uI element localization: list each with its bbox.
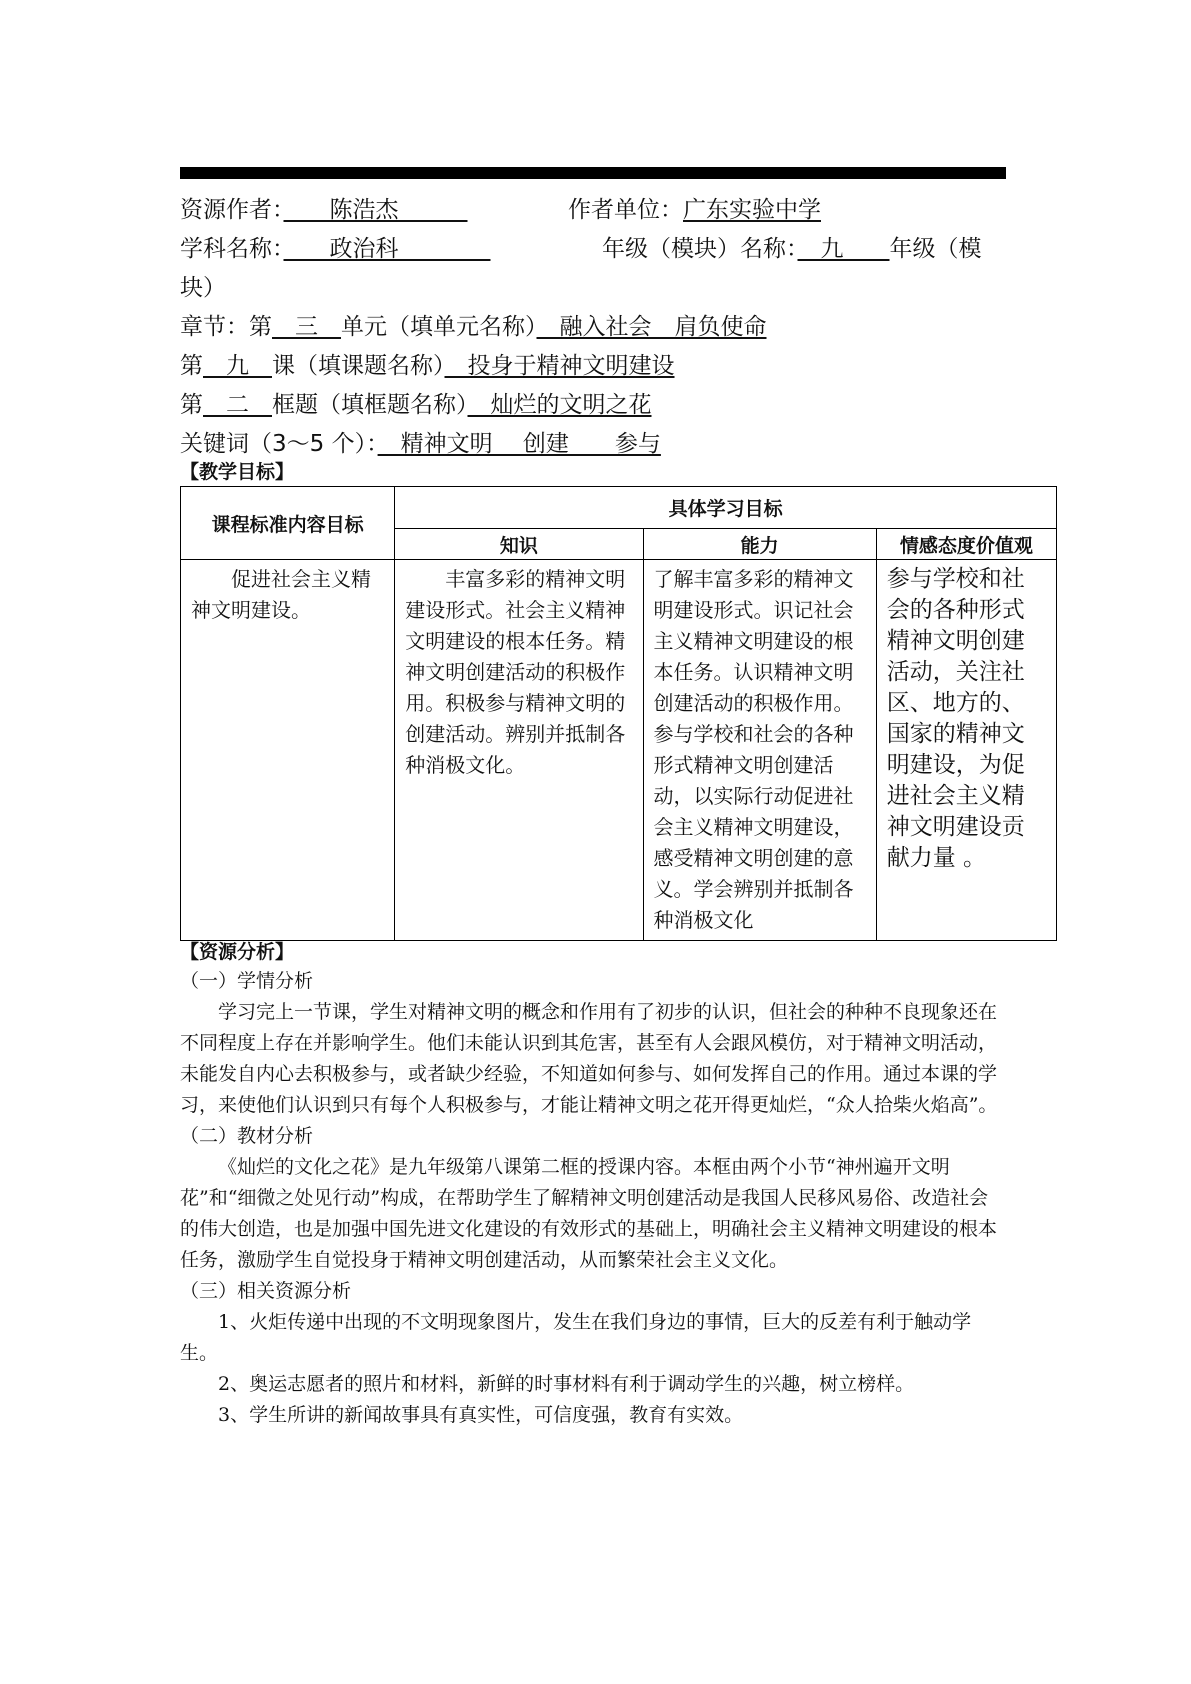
s2-title: （二）教材分析	[180, 1125, 314, 1147]
s3-item: 1、火炬传递中出现的不文明现象图片，发生在我们身边的事情，巨大的反差有利于触动学生。	[180, 1311, 972, 1364]
col-standard-header: 课程标准内容目标	[181, 487, 395, 560]
subject-label: 学科名称：	[180, 236, 284, 262]
chapter-mid: 单元（填单元名称）	[341, 314, 537, 340]
grade-value: 九	[797, 236, 890, 262]
subject-line	[180, 234, 491, 264]
col-specific-header: 具体学习目标	[395, 487, 1057, 529]
grade-label: 年级（模块）名称：	[602, 236, 798, 262]
unit-label: 作者单位：	[568, 197, 683, 223]
header-rule	[180, 167, 1006, 179]
s1-text: 学习完上一节课，学生对精神文明的概念和作用有了初步的认识，但社会的种种不良现象还在不同程度上存在并影响学生。他们未能认识到其危害，甚至有人会跟风模仿，对于精神文明活动，未能发自内心去积极参与，或者缺少经验，不知道如何参与、如何发挥自己的作用。通过本课的学习，来使他们认识到只有每个人积极参与，才能让精神文明之花开得更灿烂，“众人拾柴火焰高”。	[180, 1001, 998, 1116]
analysis-body	[180, 966, 1006, 1431]
s3-title: （三）相关资源分析	[180, 1280, 352, 1302]
frame-number: 二	[203, 392, 272, 418]
chapter-name: 融入社会 肩负使命	[536, 314, 767, 340]
frame-mid: 框题（填框题名称）	[272, 392, 468, 418]
chapter-line	[180, 312, 767, 342]
goals-table	[180, 486, 1057, 941]
author-value: 陈浩杰	[283, 197, 468, 223]
grade-wrap-text: 块）	[180, 275, 226, 301]
lesson-name: 投身于精神文明建设	[444, 353, 675, 379]
unit-value: 广东实验中学	[683, 197, 821, 223]
goals-section-title: 【教学目标】	[180, 461, 295, 483]
keywords-label: 关键词（3～5 个）：	[180, 431, 378, 457]
frame-prefix: 第	[180, 392, 203, 418]
col-ability-header: 能力	[643, 529, 876, 560]
ability-cell: 了解丰富多彩的精神文明建设形式。识记社会主义精神文明建设的根本任务。认识精神文明创建活动的积极作用。参与学校和社会的各种形式精神文明创建活动，以实际行动促进社会主义精神文明建设，感受精神文明创建的意义。学会辨别并抵制各种消极文化	[643, 560, 876, 941]
lesson-line	[180, 351, 675, 381]
frame-line	[180, 390, 652, 420]
author-label: 资源作者：	[180, 197, 284, 223]
emotion-cell: 参与学校和社会的各种形式精神文明创建活动，关注社区、地方的、国家的精神文明建设，为促进社会主义精神文明建设贡献力量 。	[876, 560, 1056, 941]
subject-value: 政治科	[283, 236, 491, 262]
standard-cell: 促进社会主义精神文明建设。	[181, 560, 395, 941]
analysis-section-title: 【资源分析】	[180, 941, 295, 963]
lesson-number: 九	[203, 353, 272, 379]
author-line	[180, 195, 468, 225]
chapter-prefix: 章节：第	[180, 314, 272, 340]
grade-wrap	[180, 273, 226, 303]
s2-text: 《灿烂的文化之花》是九年级第八课第二框的授课内容。本框由两个小节“神州遍开文明花”和“细微之处见行动”构成，在帮助学生了解精神文明创建活动是我国人民移风易俗、改造社会的伟大创造，也是加强中国先进文化建设的有效形式的基础上，明确社会主义精神文明建设的根本任务，激励学生自觉投身于精神文明创建活动，从而繁荣社会主义文化。	[180, 1156, 998, 1271]
grade-line	[602, 234, 982, 264]
chapter-number: 三	[272, 314, 341, 340]
lesson-prefix: 第	[180, 353, 203, 379]
col-knowledge-header: 知识	[395, 529, 643, 560]
grade-suffix: 年级（模	[889, 236, 982, 262]
lesson-mid: 课（填课题名称）	[272, 353, 445, 379]
s3-item: 2、奥运志愿者的照片和材料，新鲜的时事材料有利于调动学生的兴趣，树立榜样。	[218, 1373, 915, 1395]
s1-title: （一）学情分析	[180, 970, 314, 992]
keywords-line	[180, 429, 661, 459]
unit-line	[568, 195, 821, 225]
keywords-value: 精神文明 创建 参与	[377, 431, 661, 457]
frame-name: 灿烂的文明之花	[467, 392, 652, 418]
col-emotion-header: 情感态度价值观	[876, 529, 1056, 560]
s3-item: 3、学生所讲的新闻故事具有真实性，可信度强，教育有实效。	[218, 1404, 744, 1426]
knowledge-cell: 丰富多彩的精神文明建设形式。社会主义精神文明建设的根本任务。精神文明创建活动的积极作用。积极参与精神文明的创建活动。辨别并抵制各种消极文化。	[395, 560, 643, 941]
